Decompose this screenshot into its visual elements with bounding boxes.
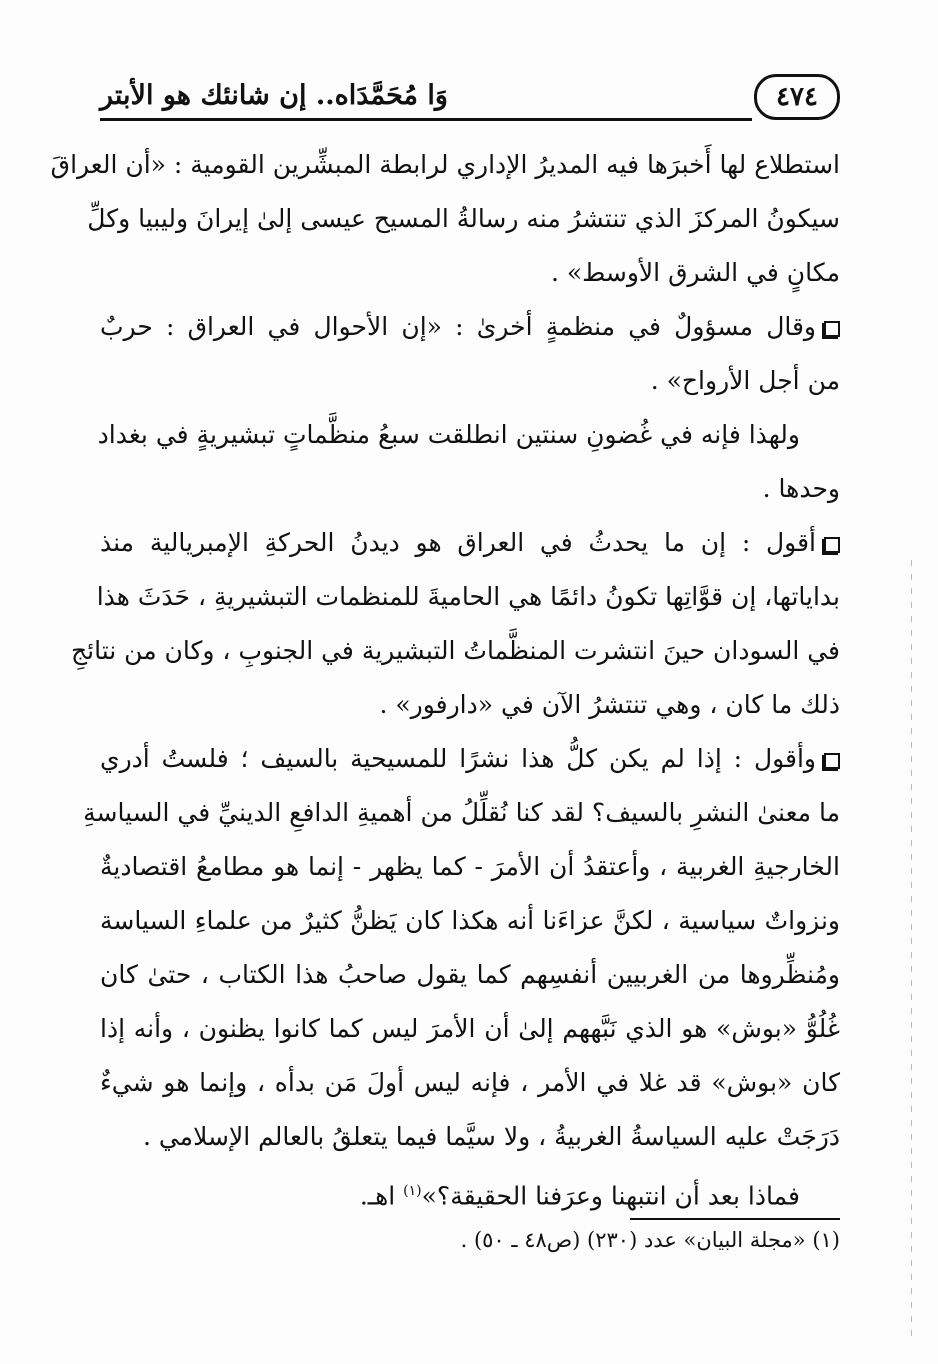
- footnote-marker: (١): [403, 1183, 422, 1199]
- text-line: دَرَجَتْ عليه السياسةُ الغربيةُ ، ولا سيَّما فيما يتعلقُ بالعالم الإسلامي .: [142, 1122, 840, 1151]
- running-title: وَا مُحَمَّدَاه.. إن شانئك هو الأبتر: [100, 80, 448, 111]
- text-line: ولهذا فإنه في غُضونِ سنتين انطلقت سبعُ منظَّماتٍ تبشيريةٍ في بغداد: [97, 420, 800, 449]
- text-line: من أجل الأرواح» .: [650, 366, 840, 395]
- paragraph-bullet-icon: [824, 753, 840, 769]
- text-line: سيكونُ المركزَ الذي تنتشرُ منه رسالةُ المسيح عيسى إلىٰ إيرانَ وليبيا وكلِّ: [87, 204, 840, 233]
- text-line: غُلُوُّ «بوش» هو الذي نَبَّههم إلىٰ أن الأمرَ ليس كما كانوا يظنون ، وأنه إذا: [100, 1014, 840, 1043]
- paragraph-bullet-icon: [824, 321, 840, 337]
- text-line: ما معنىٰ النشرِ بالسيف؟ لقد كنا نُقلِّلُ من أهميةِ الدافعِ الدينيِّ في السياسةِ: [83, 798, 840, 827]
- text-line: وقال مسؤولٌ في منظمةٍ أخرىٰ : «إن الأحوال في العراق : حربٌ: [100, 300, 840, 354]
- text-line: وأقول : إذا لم يكن كلُّ هذا نشرًا للمسيحية بالسيف ؛ فلستُ أدري: [100, 732, 840, 786]
- text-line: مكانٍ في الشرق الأوسط» .: [550, 258, 840, 287]
- scan-edge-line: [911, 560, 912, 1340]
- closing-line: فماذا بعد أن انتبهنا وعرَفنا الحقيقة؟»$^{(١)}$ اهـ.: [359, 1181, 800, 1211]
- text-line: ومُنظِّروها من الغربيين أنفسِهم كما يقول صاحبُ هذا الكتاب ، حتىٰ كان: [100, 960, 840, 989]
- footnote: (١) «مجلة البيان» عدد (٢٣٠) (ص٤٨ ـ ٥٠) .: [460, 1228, 840, 1252]
- text-line: أقول : إن ما يحدثُ في العراق هو ديدنُ الحركةِ الإمبريالية منذ: [100, 516, 840, 570]
- text-line: في السودان حينَ انتشرت المنظَّماتُ التبشيرية في الجنوبِ ، وكان من نتائجِ: [71, 636, 840, 665]
- paragraph-bullet-icon: [824, 537, 840, 553]
- page-header: [100, 74, 840, 126]
- text-line: كان «بوش» قد غلا في الأمر ، فإنه ليس أولَ مَن بدأه ، وإنما هو شيءٌ: [100, 1068, 840, 1097]
- footnote-rule: [630, 1218, 840, 1220]
- text-line: استطلاع لها أَخبرَها فيه المديرُ الإداري لرابطة المبشِّرين القومية : «أن العراقَ: [50, 150, 840, 179]
- text-line: ونزواتٌ سياسية ، لكنَّ عزاءَنا أنه هكذا كان يَظنُّ كثيرٌ من علماءِ السياسة: [100, 906, 840, 935]
- text-line: الخارجيةِ الغربية ، وأعتقدُ أن الأمرَ - كما يظهر - إنما هو مطامعُ اقتصاديةٌ: [100, 852, 840, 881]
- page-number-badge: ٤٧٤: [754, 74, 840, 120]
- text-line: ذلك ما كان ، وهي تنتشرُ الآن في «دارفور» .: [379, 690, 840, 719]
- closing-suffix: اهـ.: [359, 1181, 404, 1211]
- text-line: وحدها .: [762, 474, 840, 503]
- main-text: [50, 138, 840, 1218]
- header-rule: [100, 118, 752, 121]
- text-line: بداياتها، إن قوَّاتِها تكونُ دائمًا هي الحاميةَ للمنظمات التبشيريةِ ، حَدَثَ هذا: [96, 582, 840, 611]
